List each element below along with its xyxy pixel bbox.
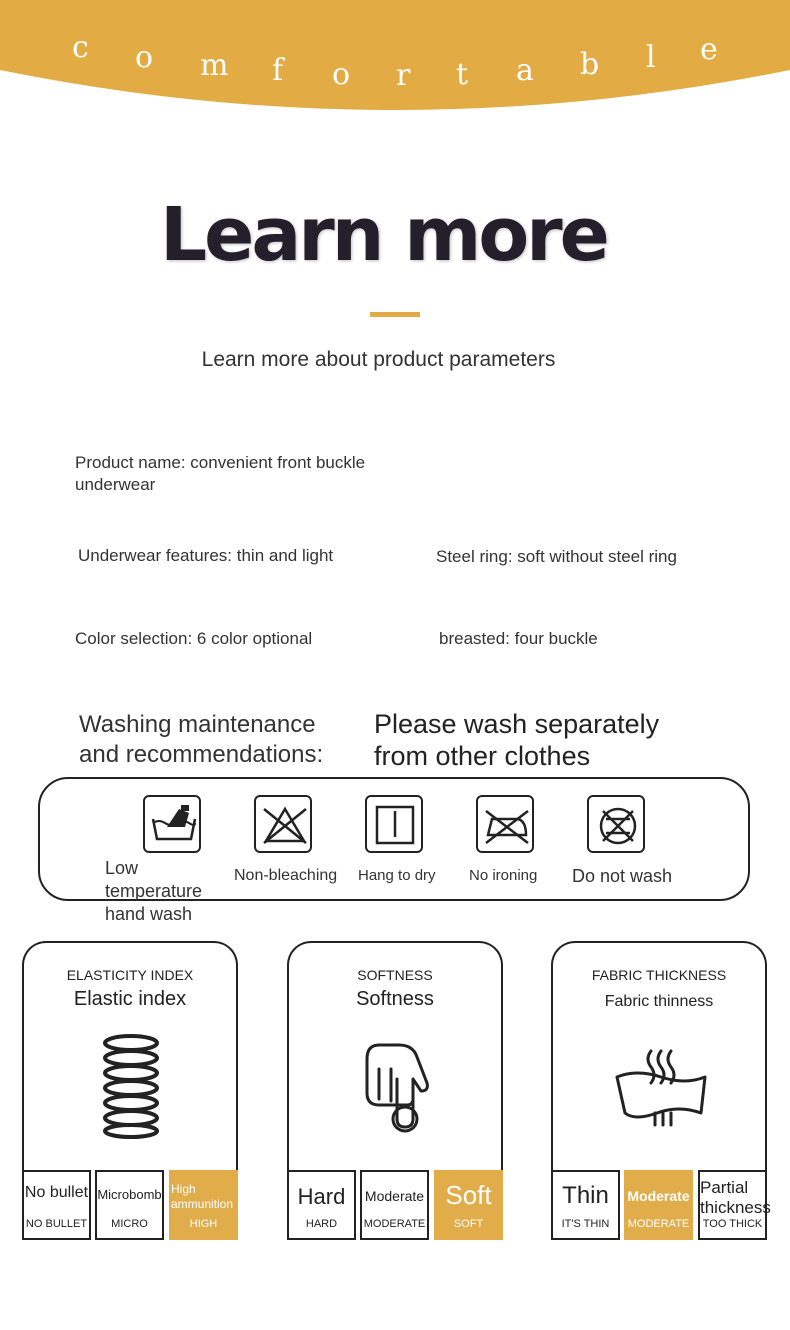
option-small-label: IT'S THIN xyxy=(561,1218,610,1230)
spring-icon xyxy=(96,1031,166,1146)
washing-reco-line2: from other clothes xyxy=(374,741,591,771)
comfortable-banner xyxy=(0,0,790,115)
banner-letter: e xyxy=(700,32,718,67)
product-name-line1: Product name: convenient front buckle xyxy=(75,453,366,472)
banner-letter: c xyxy=(72,30,89,65)
elasticity-heading: ELASTICITY INDEX xyxy=(66,967,194,983)
banner-letter: t xyxy=(456,57,469,92)
option-big-label xyxy=(700,1178,771,1218)
option-small-label: TOO THICK xyxy=(702,1218,763,1230)
banner-letter: b xyxy=(580,47,600,82)
hand-wash-icon xyxy=(143,795,201,853)
option-big-line: thickness xyxy=(700,1198,771,1217)
fabric-heading: FABRIC THICKNESS xyxy=(591,967,727,983)
option-high-ammunition[interactable] xyxy=(169,1170,238,1240)
page-subtitle: Learn more about product parameters xyxy=(201,348,556,371)
option-soft[interactable] xyxy=(434,1170,503,1240)
washing-label-line2: and recommendations: xyxy=(79,741,324,768)
steel-ring-param: Steel ring: soft without steel ring xyxy=(436,547,677,566)
washing-label-line1: Washing maintenance xyxy=(79,711,316,738)
no-bleach-label: Non-bleaching xyxy=(234,867,338,884)
banner-letter: r xyxy=(396,58,411,93)
option-microbomb[interactable] xyxy=(95,1170,164,1240)
softness-card xyxy=(287,941,503,1181)
option-no-bullet[interactable] xyxy=(22,1170,91,1240)
option-big-label xyxy=(171,1182,242,1212)
hand-wash-label-line: temperature xyxy=(105,881,203,901)
breasted-param: breasted: four buckle xyxy=(439,629,598,648)
option-big-line: Partial xyxy=(700,1178,749,1197)
hand-press-icon xyxy=(359,1039,435,1140)
do-not-wash-icon xyxy=(587,795,645,853)
product-name-line2: underwear xyxy=(75,475,156,494)
do-not-wash-label: Do not wash xyxy=(572,866,673,886)
option-big-label: Soft xyxy=(445,1180,492,1210)
hang-dry-icon xyxy=(365,795,423,853)
banner-letter: l xyxy=(646,40,656,75)
no-bleach-icon xyxy=(254,795,312,853)
option-big-label: No bullet xyxy=(24,1184,89,1201)
banner-letter: o xyxy=(332,57,351,92)
option-big-line: High xyxy=(171,1182,196,1196)
title-underline xyxy=(370,312,420,317)
option-moderate-thickness[interactable] xyxy=(624,1170,693,1240)
product-name-param xyxy=(75,452,365,496)
color-param: Color selection: 6 color optional xyxy=(75,629,313,648)
page-title: Learn more xyxy=(160,192,607,278)
washing-label xyxy=(79,710,323,770)
washing-reco-line1: Please wash separately xyxy=(374,709,660,739)
no-iron-icon xyxy=(476,795,534,853)
option-small-label: NO BULLET xyxy=(25,1218,88,1230)
option-small-label: HIGH xyxy=(189,1218,218,1230)
fabric-icon xyxy=(613,1043,709,1132)
banner-arc-shape xyxy=(0,0,790,115)
option-partial-thickness[interactable] xyxy=(698,1170,771,1240)
option-small-label: MODERATE xyxy=(363,1218,426,1230)
banner-letter: o xyxy=(135,40,154,75)
hang-dry-label: Hang to dry xyxy=(358,867,436,884)
banner-letter: a xyxy=(516,53,534,88)
fabric-thickness-card xyxy=(551,941,767,1181)
option-big-label: Hard xyxy=(297,1184,346,1209)
option-big-label: Moderate xyxy=(627,1188,690,1204)
option-big-label: Thin xyxy=(562,1182,609,1209)
fabric-subheading: Fabric thinness xyxy=(604,993,714,1010)
banner-letter: f xyxy=(272,53,284,88)
hand-wash-label xyxy=(105,857,202,926)
option-small-label: MICRO xyxy=(111,1218,148,1230)
features-param: Underwear features: thin and light xyxy=(78,546,334,565)
hand-wash-label-line: hand wash xyxy=(105,904,193,924)
softness-heading: SOFTNESS xyxy=(357,967,433,983)
softness-subheading: Softness xyxy=(356,988,434,1010)
option-small-label: MODERATE xyxy=(627,1218,690,1230)
banner-letter: m xyxy=(200,48,229,83)
no-iron-label: No ironing xyxy=(469,867,538,884)
elasticity-card xyxy=(22,941,238,1181)
option-small-label: HARD xyxy=(305,1218,338,1230)
hand-wash-label-line: Low xyxy=(105,858,139,878)
washing-recommendation xyxy=(374,708,659,772)
option-small-label: SOFT xyxy=(453,1218,484,1230)
option-thin[interactable] xyxy=(551,1170,620,1240)
option-big-label: Microbomb xyxy=(97,1187,162,1202)
option-hard[interactable] xyxy=(287,1170,356,1240)
elasticity-subheading: Elastic index xyxy=(73,988,187,1010)
option-big-line: ammunition xyxy=(171,1197,234,1211)
option-moderate[interactable] xyxy=(360,1170,429,1240)
option-big-label: Moderate xyxy=(364,1188,425,1204)
